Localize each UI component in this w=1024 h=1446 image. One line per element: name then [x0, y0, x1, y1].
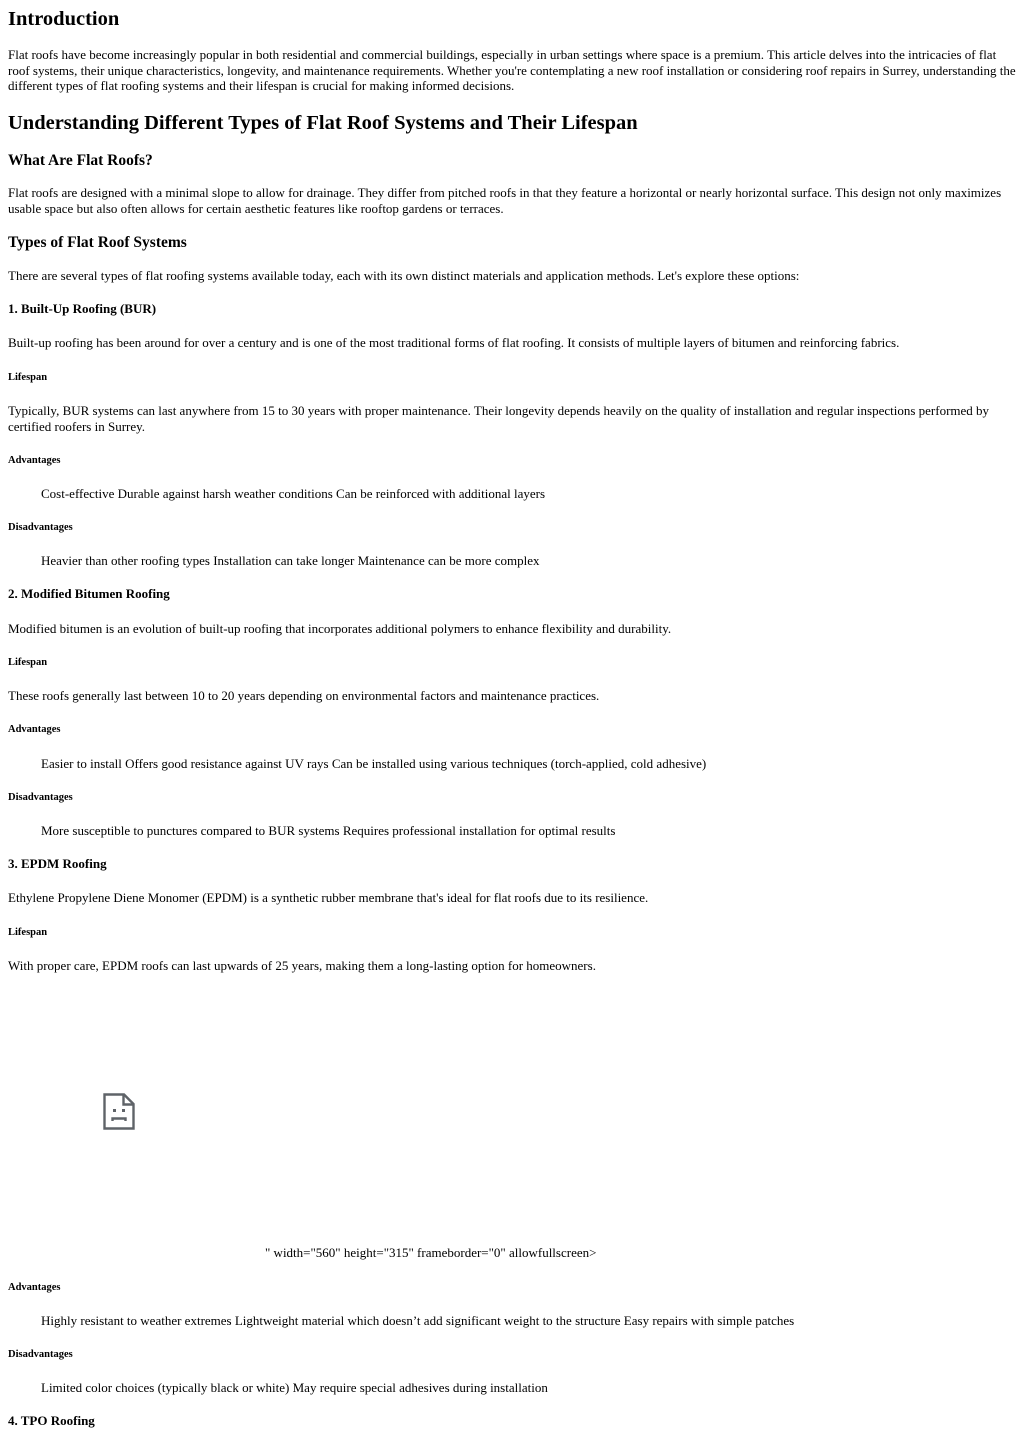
bur-lifespan-paragraph: Typically, BUR systems can last anywhere from 15 to 30 years with proper maintenance. Their longevity depends heavily on the quality of installation and regular inspections performed by certified roofers in Surrey. [8, 403, 990, 434]
epdm-advantages-heading: Advantages [8, 1282, 61, 1293]
epdm-advantages-list: Highly resistant to weather extremes Lightweight material which doesn’t add significant weight to the structure Easy repairs with simple patches [41, 1313, 795, 1328]
bur-disadvantages-heading: Disadvantages [8, 522, 73, 533]
bur-lifespan-heading: Lifespan [8, 372, 48, 383]
epdm-heading: 3. EPDM Roofing [8, 856, 107, 871]
what-are-paragraph: Flat roofs are designed with a minimal slope to allow for drainage. They differ from pitched roofs in that they feature a horizontal or nearly horizontal surface. This design not only maximizes usable space but also often allows for certain aesthetic features like rooftop gardens or terraces. [8, 185, 1002, 216]
epdm-paragraph: Ethylene Propylene Diene Monomer (EPDM) is a synthetic rubber membrane that's ideal for flat roofs due to its resilience. [8, 890, 649, 905]
bur-advantages-list: Cost-effective Durable against harsh weather conditions Can be reinforced with additional layers [41, 486, 546, 501]
modbit-advantages-list: Easier to install Offers good resistance against UV rays Can be installed using various techniques (torch-applied, cold adhesive) [41, 756, 707, 771]
epdm-lifespan-heading: Lifespan [8, 927, 48, 938]
modbit-lifespan-heading: Lifespan [8, 657, 48, 668]
modbit-disadvantages-heading: Disadvantages [8, 792, 73, 803]
what-are-heading: What Are Flat Roofs? [8, 152, 153, 169]
tpo-heading: 4. TPO Roofing [8, 1413, 95, 1428]
epdm-disadvantages-heading: Disadvantages [8, 1349, 73, 1360]
bur-paragraph: Built-up roofing has been around for over a century and is one of the most traditional forms of flat roofing. It consists of multiple layers of bitumen and reinforcing fabrics. [8, 335, 900, 350]
modbit-disadvantages-list: More susceptible to punctures compared to BUR systems Requires professional installation for optimal results [41, 823, 616, 838]
epdm-lifespan-paragraph: With proper care, EPDM roofs can last upwards of 25 years, making them a long-lasting option for homeowners. [8, 958, 596, 973]
types-heading: Types of Flat Roof Systems [8, 234, 187, 251]
types-paragraph: There are several types of flat roofing systems available today, each with its own distinct materials and application methods. Let's explore these options: [8, 268, 800, 283]
broken-image-icon [103, 1093, 135, 1130]
modbit-heading: 2. Modified Bitumen Roofing [8, 586, 170, 601]
epdm-disadvantages-list: Limited color choices (typically black or white) May require special adhesives during installation [41, 1380, 548, 1395]
modbit-paragraph: Modified bitumen is an evolution of built-up roofing that incorporates additional polymers to enhance flexibility and durability. [8, 621, 672, 636]
bur-advantages-heading: Advantages [8, 455, 61, 466]
modbit-advantages-heading: Advantages [8, 724, 61, 735]
bur-heading: 1. Built-Up Roofing (BUR) [8, 301, 157, 316]
bur-disadvantages-list: Heavier than other roofing types Installation can take longer Maintenance can be more complex [41, 553, 540, 568]
main-heading: Understanding Different Types of Flat Roof Systems and Their Lifespan [8, 112, 638, 134]
embed-code-fragment: " width="560" height="315" frameborder="0" allowfullscreen> [265, 1245, 597, 1260]
modbit-lifespan-paragraph: These roofs generally last between 10 to 20 years depending on environmental factors and maintenance practices. [8, 688, 600, 703]
intro-heading: Introduction [8, 8, 120, 30]
intro-paragraph: Flat roofs have become increasingly popular in both residential and commercial buildings, especially in urban settings where space is a premium. This article delves into the intricacies of flat roof systems, their unique characteristics, longevity, and maintenance requirements. Whether you're contemplating a new roof installation or considering roof repairs in Surrey, understanding the different types of flat roofing systems and their lifespan is crucial for making informed decisions. [8, 47, 1016, 93]
